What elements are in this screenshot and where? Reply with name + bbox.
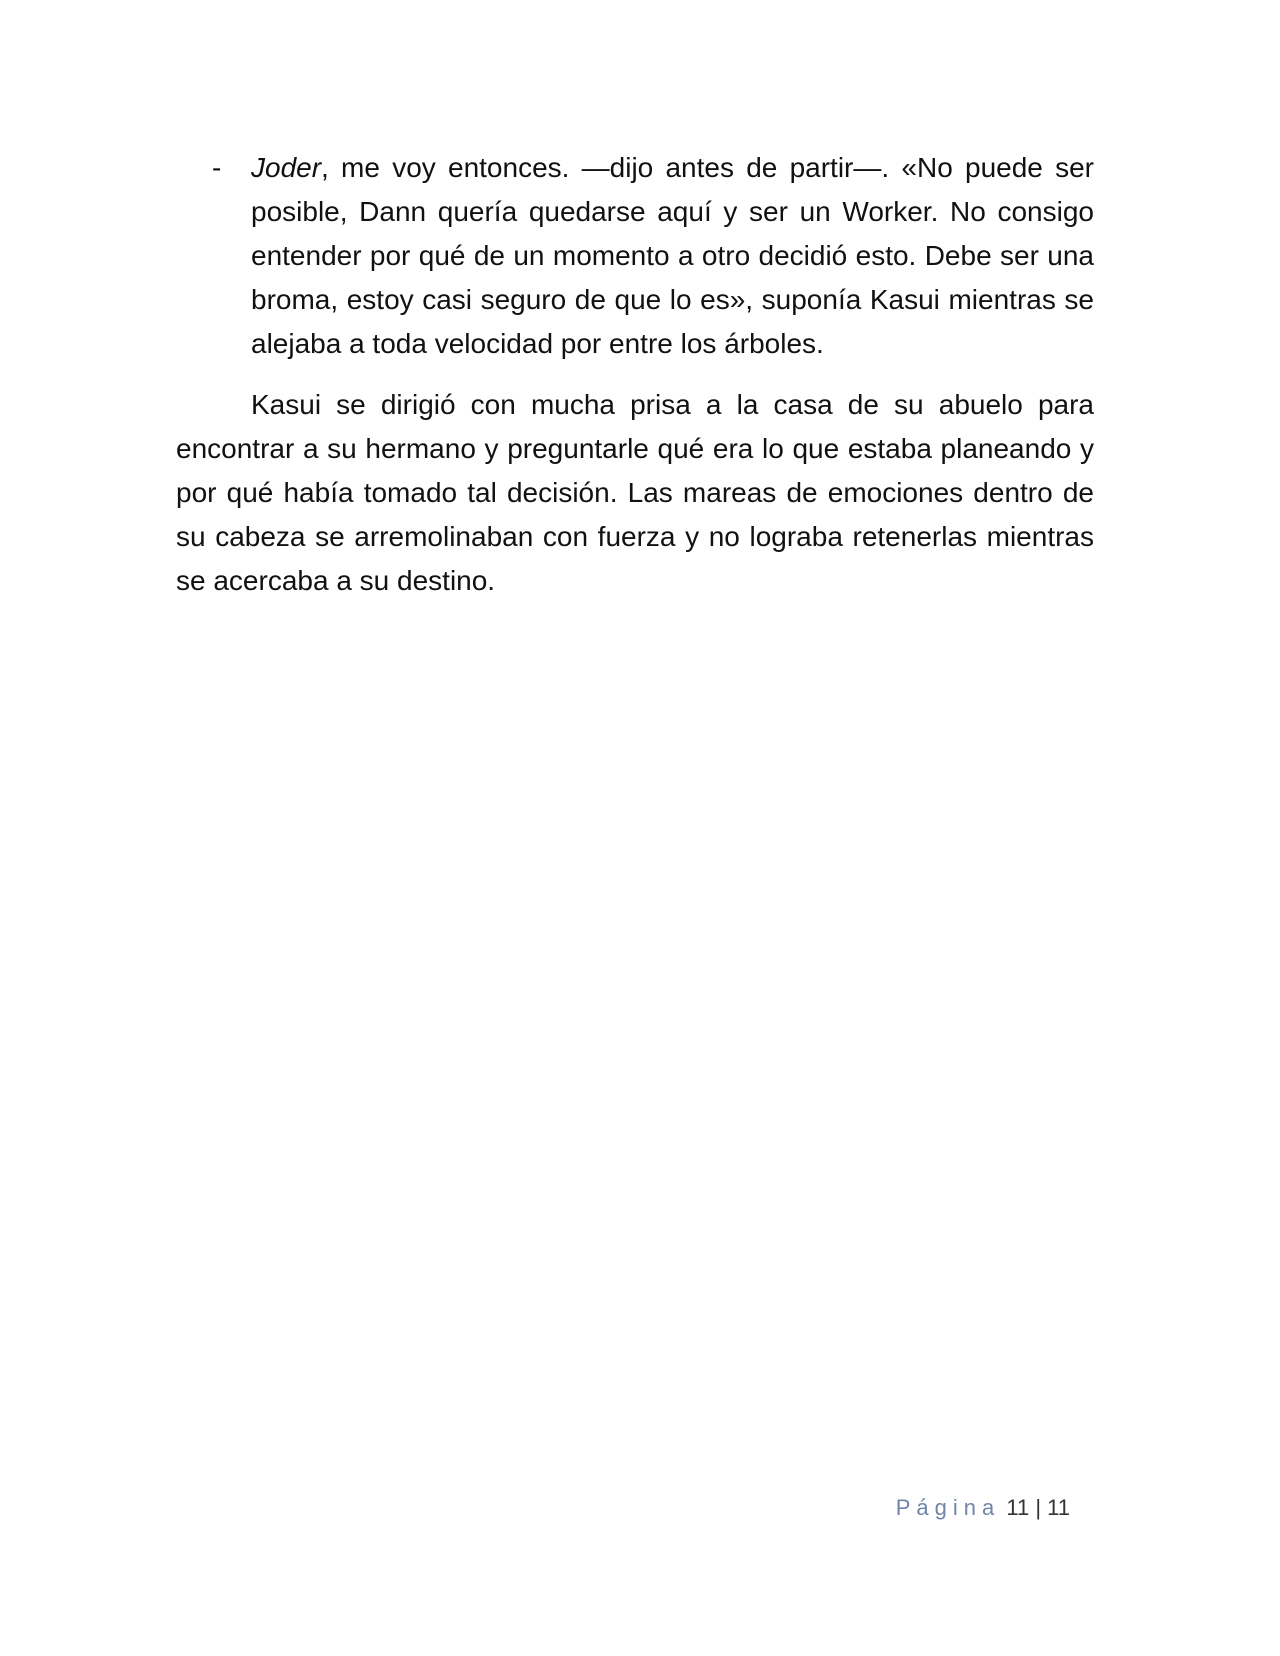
dialogue-paragraph <box>176 146 1094 366</box>
dialogue-dash: - <box>212 152 222 183</box>
page-label: Página <box>895 1495 1001 1520</box>
dialogue-text: , me voy entonces. —dijo antes de partir—. «No puede ser posible, Dann quería quedarse aquí y ser un Worker. No consigo entender por qué de un momento a otro decidió esto. Debe ser una broma, estoy casi seguro de que lo es», suponía Kasui mientras se alejaba a toda velocidad por entre los árboles. <box>251 152 1094 359</box>
body-text <box>176 146 1094 603</box>
page-footer <box>0 1493 1070 1523</box>
page-number: 11 <box>1006 1495 1030 1520</box>
narrative-paragraph: Kasui se dirigió con mucha prisa a la casa de su abuelo para encontrar a su hermano y preguntarle qué era lo que estaba planeando y por qué había tomado tal decisión. Las mareas de emociones dentro de su cabeza se arremolinaban con fuerza y no lograba retenerlas mientras se acercaba a su destino. <box>176 389 1094 596</box>
dialogue-italic-word: Joder <box>251 152 322 183</box>
page-separator: | <box>1035 1495 1042 1520</box>
page-total: 11 <box>1047 1495 1070 1520</box>
